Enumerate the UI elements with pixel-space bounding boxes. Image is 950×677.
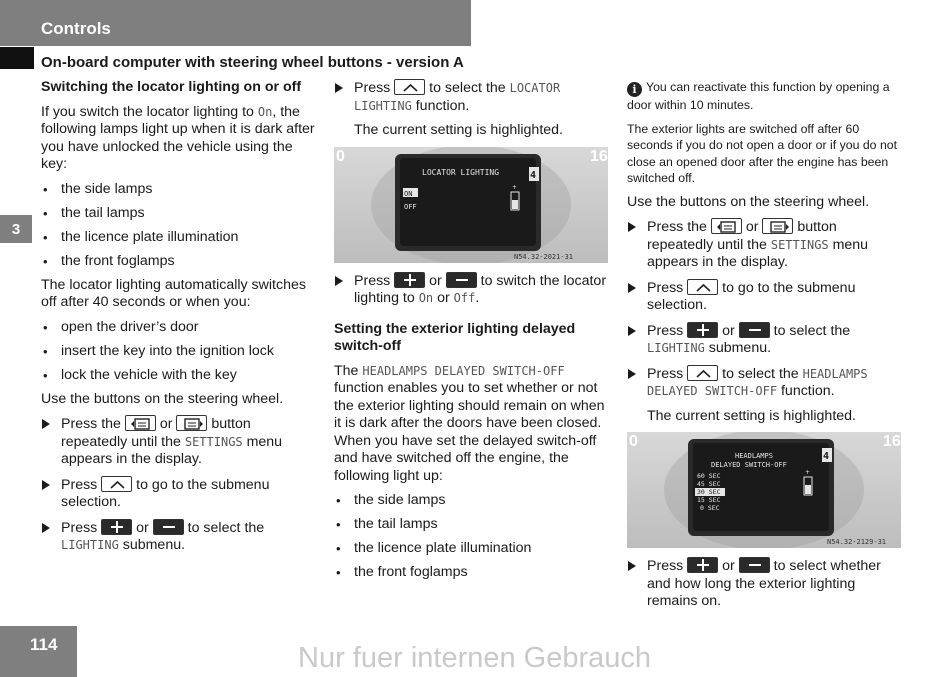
text: to select the (718, 365, 803, 382)
screen-title: LOCATOR LIGHTING (422, 167, 500, 177)
text: Press (647, 322, 688, 339)
paragraph (41, 104, 319, 174)
image-code: N54.32-2021-31 (514, 252, 574, 261)
step (41, 415, 319, 469)
list-item: • the front foglamps (41, 253, 319, 271)
text: or (718, 558, 739, 574)
text: to select the (769, 322, 851, 339)
step (41, 476, 319, 512)
text: or (433, 290, 454, 306)
screen-title-1: HEADLAMPS (735, 452, 773, 460)
step (41, 519, 319, 555)
list-item: • the front foglamps (334, 564, 612, 582)
text: to switch the locator lighting to (354, 272, 607, 306)
screen-option-on: ON (404, 189, 413, 198)
text: , the following lamps light up when it is dark after you have unlocked the vehicle using the key: (41, 103, 315, 172)
paragraph: The locator lighting automatically switches off after 40 seconds or when you: (41, 276, 306, 310)
section-title: On-board computer with steering wheel buttons - version A (41, 54, 464, 71)
list-item: • lock the vehicle with the key (41, 367, 319, 385)
text: menu appears in the display. (647, 236, 869, 270)
list-item: • open the driver’s door (41, 319, 319, 337)
paragraph: Use the buttons on the steering wheel. (41, 390, 284, 407)
display-forward-button-icon (762, 218, 793, 234)
menu-name: LIGHTING (647, 341, 705, 355)
chevron-up-button-icon (394, 79, 425, 95)
gauge-digit-left: 0 (629, 433, 638, 450)
list-item: • insert the key into the ignition lock (41, 343, 319, 361)
info-icon: i (627, 82, 642, 97)
minus-button-icon (153, 519, 184, 535)
text: Press the (647, 219, 711, 235)
paragraph: The current setting is highlighted. (647, 407, 856, 424)
note: The exterior lights are switched off after 60 seconds if you do not open a door or if you do not close an opened door after the engine has been switched off. (627, 121, 898, 185)
text: Press (354, 80, 395, 96)
arrow-icon (42, 480, 50, 490)
text: button repeatedly until the (647, 219, 837, 253)
text: Press (647, 558, 688, 574)
screen-number: 4 (823, 451, 830, 462)
list-item: • the tail lamps (334, 516, 612, 534)
chevron-up-button-icon (687, 365, 718, 381)
chapter-tab: 3 (0, 215, 32, 243)
text: You can reactivate this function by opening a door within 10 minutes. (627, 80, 890, 112)
screen-option-off: OFF (404, 202, 417, 211)
chapter-title: Controls (41, 19, 111, 38)
text: submenu. (704, 340, 772, 356)
text: to go to the submenu selection. (61, 476, 270, 510)
list-item: • the side lamps (41, 181, 319, 199)
minus-button-icon (446, 272, 477, 288)
text: or (425, 272, 446, 289)
list-item: • the licence plate illumination (334, 540, 612, 558)
column-1 (41, 79, 319, 562)
step (334, 272, 612, 308)
plus-button-icon (687, 322, 718, 338)
screen-option: 45 SEC (697, 480, 721, 488)
text: to select whether and how long the exterior lighting remains on. (647, 558, 881, 609)
arrow-icon (628, 369, 636, 379)
screen-option: 0 SEC (700, 504, 720, 512)
display-text-on: On (257, 104, 273, 119)
list-item: • the licence plate illumination (41, 229, 319, 247)
display-image-locator-lighting (334, 147, 608, 263)
minus-button-icon (739, 322, 770, 338)
text: menu appears in the display. (61, 433, 283, 467)
text: function. (411, 97, 470, 114)
screen-option: 15 SEC (697, 496, 721, 504)
lamp-list (41, 181, 319, 271)
text: If you switch the locator lighting to (41, 103, 258, 120)
lamp-list (334, 492, 612, 582)
text: Press (61, 519, 102, 536)
screen-number: 4 (530, 169, 537, 181)
plus-button-icon (687, 557, 718, 573)
function-name: HEADLAMPS DELAYED SWITCH-OFF (362, 363, 565, 378)
text: Press (647, 365, 688, 382)
text: function. (777, 383, 835, 399)
text: button repeatedly until the (61, 416, 251, 450)
arrow-icon (628, 561, 636, 571)
paragraph (334, 363, 612, 486)
text: to go to the submenu selection. (647, 279, 856, 313)
arrow-icon (335, 276, 343, 286)
function-name: HEADLAMPS DELAYED SWITCH-OFF (647, 366, 868, 398)
text: Press (61, 476, 102, 493)
svg-text:+: + (805, 469, 811, 476)
list-item: • the side lamps (334, 492, 612, 510)
subheading-locator-lighting: Switching the locator lighting on or off (41, 79, 302, 95)
image-code: N54.32-2129-31 (827, 538, 887, 546)
text: to select the (425, 80, 510, 96)
screen-option: 60 SEC (697, 472, 721, 480)
plus-button-icon (394, 272, 425, 288)
gauge-digit-left: 0 (336, 147, 345, 165)
watermark: Nur fuer internen Gebrauch (298, 642, 652, 674)
plus-button-icon (101, 519, 132, 535)
step (334, 79, 612, 115)
step (627, 365, 905, 401)
function-name: LOCATOR LIGHTING (354, 81, 561, 113)
display-image-delayed-switch-off (627, 432, 901, 548)
display-back-button-icon (711, 218, 742, 234)
column-3 (627, 79, 905, 618)
menu-name: LIGHTING (61, 538, 119, 552)
section-marker (0, 47, 34, 69)
text: . (475, 290, 480, 306)
menu-name: SETTINGS (184, 434, 243, 449)
text: to select the (183, 519, 265, 536)
paragraph: The current setting is highlighted. (354, 122, 563, 138)
page-number: 114 (30, 635, 58, 654)
display-back-button-icon (125, 415, 156, 431)
display-text-on: On (418, 291, 434, 305)
step (627, 279, 905, 315)
display-forward-button-icon (176, 415, 207, 431)
arrow-icon (42, 419, 50, 429)
chevron-up-button-icon (687, 279, 718, 295)
text: submenu. (118, 537, 186, 553)
display-text-off: Off (453, 291, 476, 305)
column-2 (334, 79, 612, 588)
info-note (627, 79, 905, 114)
text: Press (354, 272, 395, 289)
arrow-icon (628, 222, 636, 232)
text: The (334, 362, 363, 379)
text: Press (647, 279, 688, 296)
arrow-icon (42, 523, 50, 533)
minus-button-icon (739, 557, 770, 573)
text: function enables you to set whether or not the exterior lighting should remain on when it is dark after the doors have been closed. When you have set the delayed switch-off and have switched off the engine, the following light up: (334, 380, 605, 484)
gauge-digit-right: 16 (590, 147, 608, 165)
step (627, 557, 905, 611)
step (627, 218, 905, 272)
text: or (132, 519, 153, 536)
chevron-up-button-icon (101, 476, 132, 492)
menu-name: SETTINGS (770, 237, 829, 252)
text: or (718, 322, 739, 339)
paragraph: Use the buttons on the steering wheel. (627, 193, 870, 210)
text: or (741, 219, 763, 235)
step (627, 322, 905, 358)
screen-title-2: DELAYED SWITCH-OFF (711, 461, 787, 469)
list-item: • the tail lamps (41, 205, 319, 223)
arrow-icon (628, 326, 636, 336)
arrow-icon (335, 83, 343, 93)
text: Press the (61, 416, 125, 432)
text: or (155, 416, 177, 432)
gauge-digit-right: 16 (883, 433, 901, 450)
screen-option-selected: 30 SEC (697, 488, 721, 496)
arrow-icon (628, 283, 636, 293)
svg-text:+: + (512, 183, 518, 191)
condition-list (41, 319, 319, 385)
subheading-delayed-switch-off: Setting the exterior lighting delayed switch-off (334, 320, 576, 354)
